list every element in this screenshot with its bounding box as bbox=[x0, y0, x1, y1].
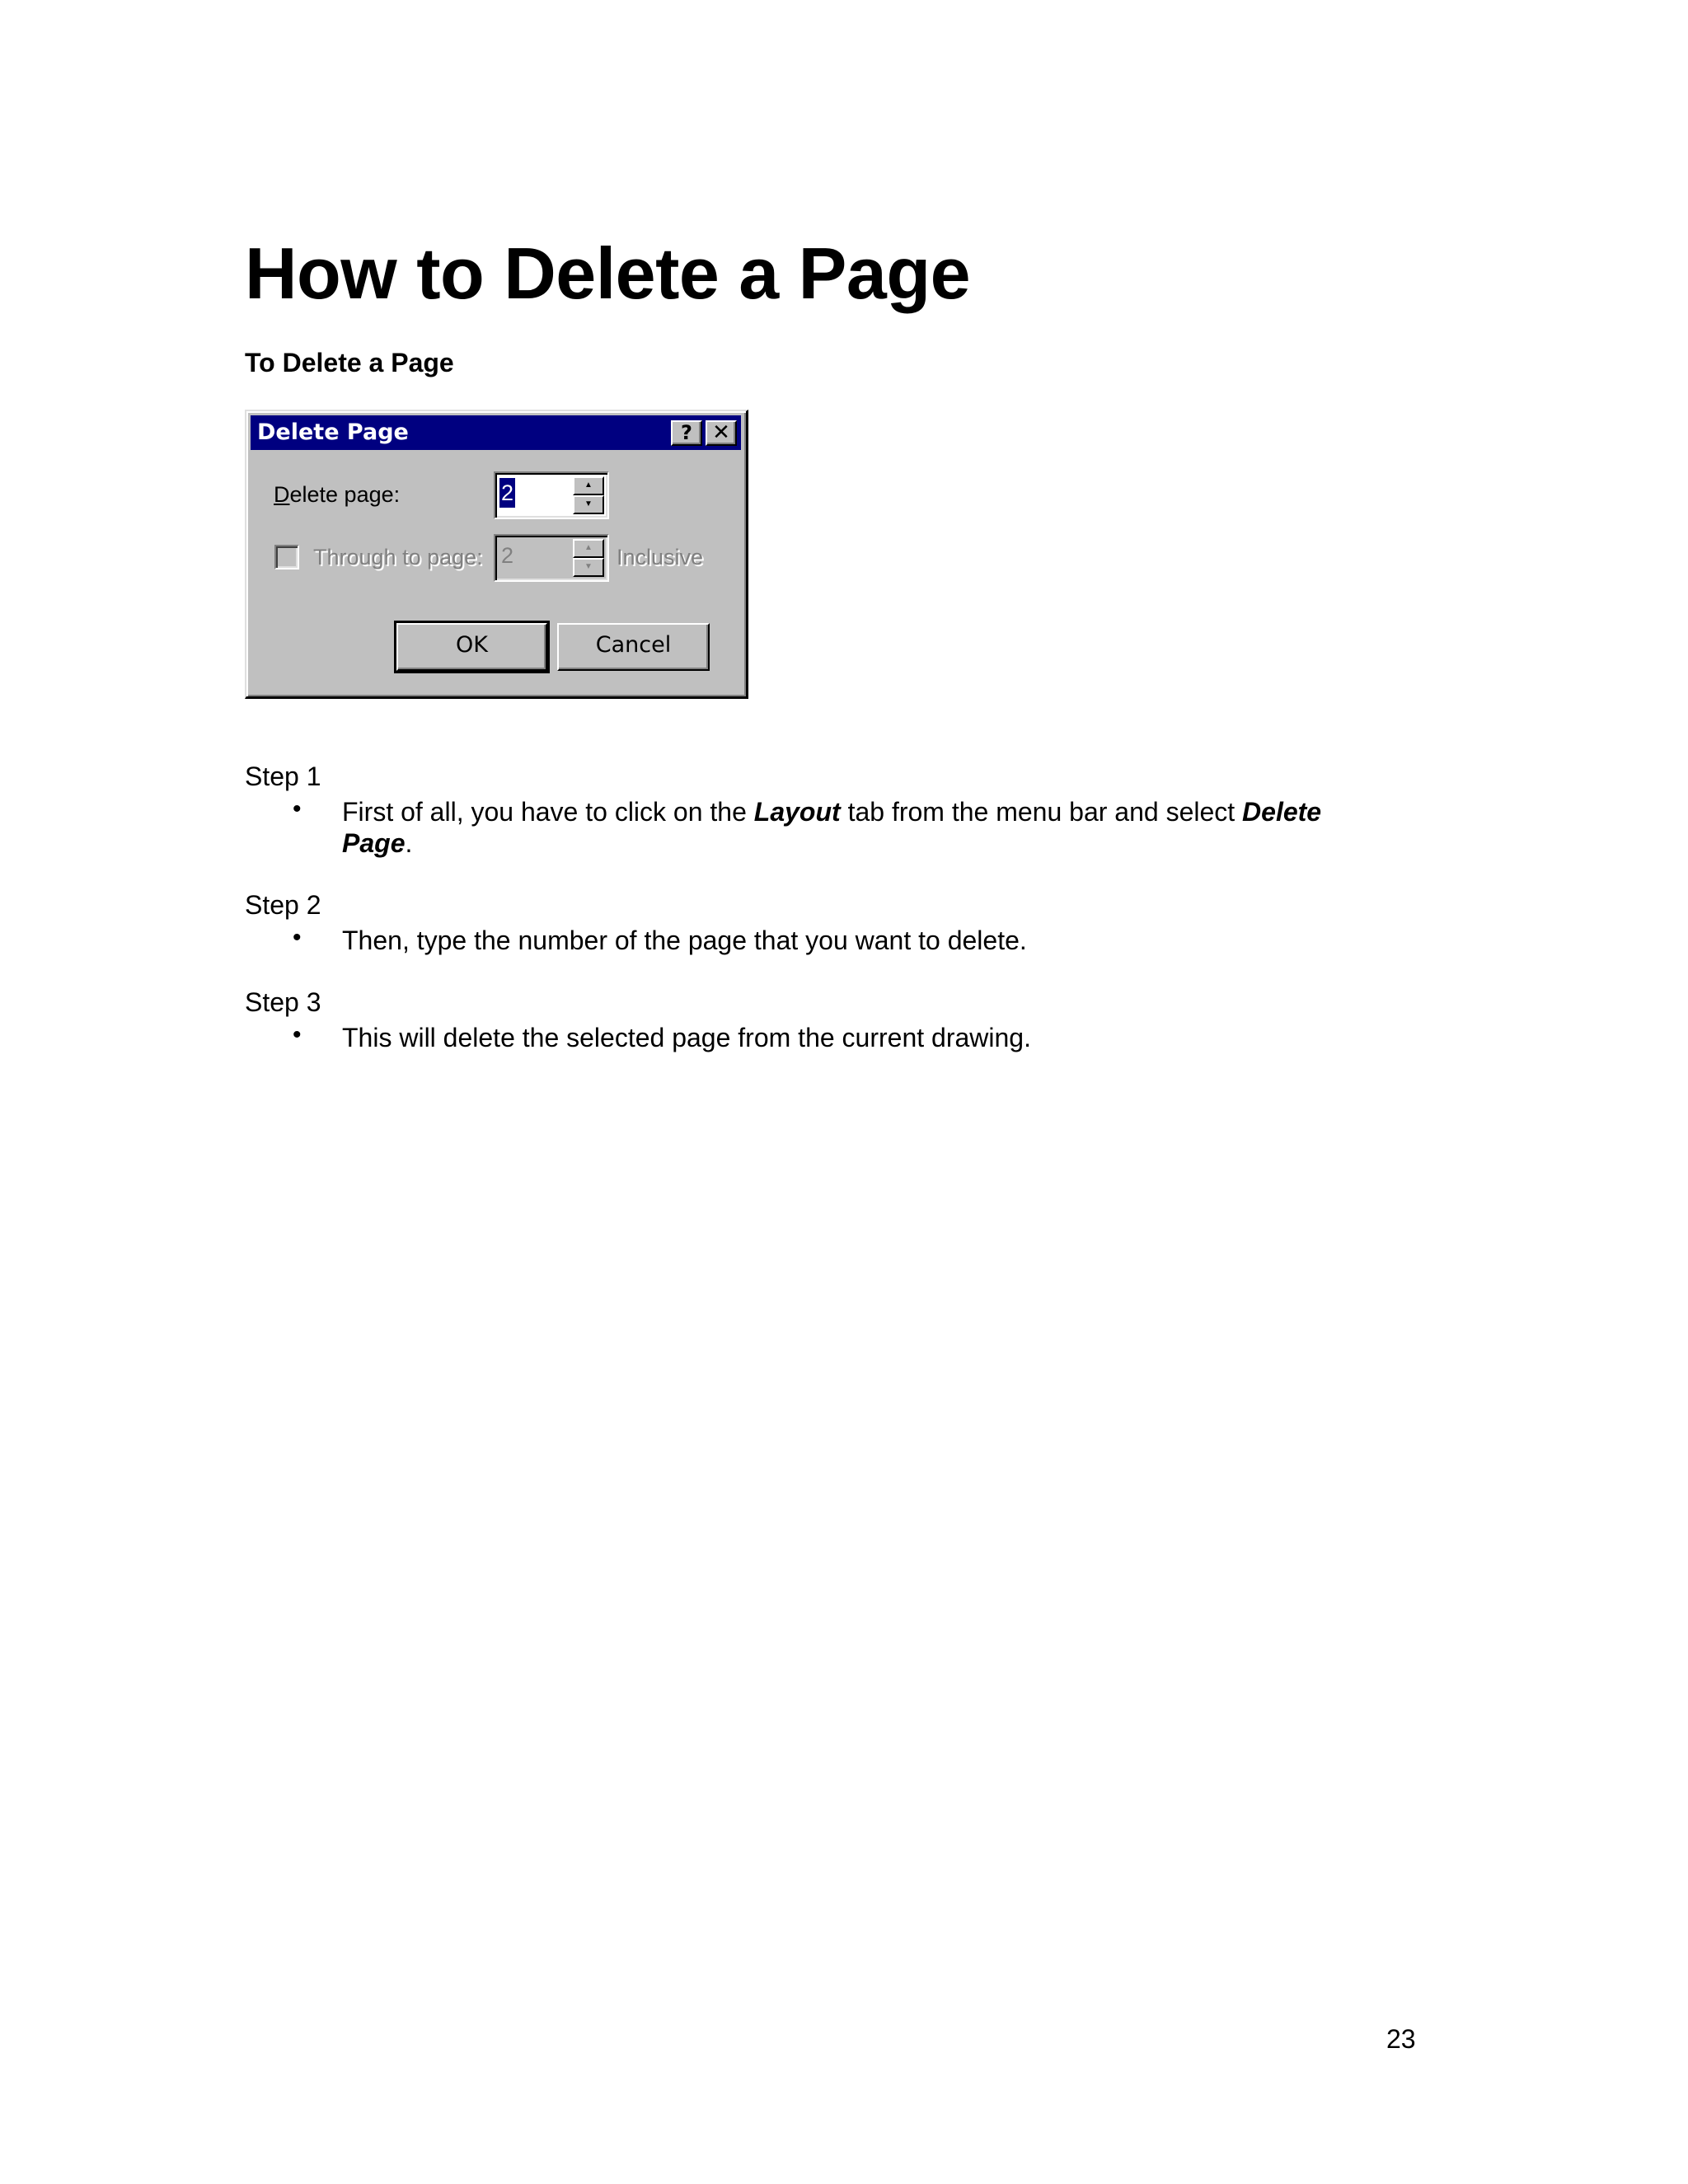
step-label: Step 3 bbox=[245, 987, 321, 1017]
page-number: 23 bbox=[1386, 2024, 1416, 2054]
bullet-icon: • bbox=[293, 1021, 302, 1048]
bullet-icon: • bbox=[293, 795, 302, 823]
delete-page-spinner[interactable] bbox=[494, 471, 609, 519]
section-subheading: To Delete a Page bbox=[245, 348, 454, 377]
step-text: Then, type the number of the page that you want to delete. bbox=[342, 926, 1027, 955]
through-page-spinner[interactable] bbox=[494, 534, 609, 582]
spin-down-icon[interactable]: ▼ bbox=[573, 558, 604, 577]
help-icon[interactable]: ? bbox=[671, 420, 702, 446]
step-text: This will delete the selected page from the current drawing. bbox=[342, 1023, 1031, 1052]
close-icon[interactable]: ✕ bbox=[706, 420, 737, 446]
through-page-spin-buttons bbox=[573, 539, 604, 577]
delete-page-label: Delete page: bbox=[274, 482, 401, 507]
ok-button[interactable]: OK bbox=[396, 623, 547, 671]
delete-page-input[interactable]: 2 bbox=[499, 478, 515, 508]
bullet-icon: • bbox=[293, 924, 302, 951]
spin-up-icon[interactable]: ▲ bbox=[573, 476, 604, 495]
spin-up-icon[interactable]: ▲ bbox=[573, 539, 604, 558]
dialog-titlebar[interactable] bbox=[251, 415, 741, 450]
delete-page-spin-buttons bbox=[573, 476, 604, 514]
through-to-page-checkbox[interactable] bbox=[274, 545, 299, 569]
through-to-page-label: Through to page: bbox=[313, 545, 483, 569]
cancel-button[interactable]: Cancel bbox=[557, 623, 710, 671]
dialog-title: Delete Page bbox=[257, 419, 409, 445]
page-title: How to Delete a Page bbox=[245, 232, 971, 314]
step-label: Step 2 bbox=[245, 890, 321, 920]
through-page-input[interactable]: 2 bbox=[501, 543, 514, 568]
delete-page-label-rest: elete page: bbox=[289, 482, 401, 507]
step-label: Step 1 bbox=[245, 762, 321, 791]
inclusive-label: Inclusive bbox=[617, 545, 704, 569]
spin-down-icon[interactable]: ▼ bbox=[573, 495, 604, 514]
step-text: First of all, you have to click on the Layout tab from the menu bar and select Delete Page. bbox=[342, 797, 1322, 858]
